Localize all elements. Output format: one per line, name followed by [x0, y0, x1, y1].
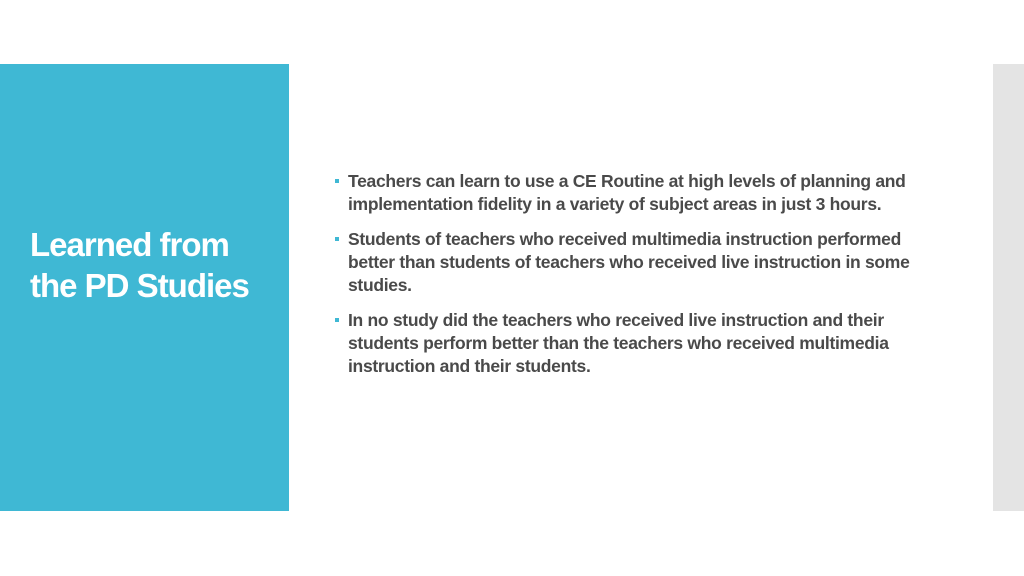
bullet-item [333, 170, 923, 216]
bullet-text: Teachers can learn to use a CE Routine at high levels of planning and implementation fidelity in a variety of subject areas in just 3 hours. [348, 171, 906, 214]
slide-title: Learned from the PD Studies [30, 226, 249, 304]
bullet-text: Students of teachers who received multimedia instruction performed better than students of teachers who received live instruction in some studies. [348, 229, 910, 295]
bullet-square-icon [335, 237, 339, 241]
bullet-square-icon [335, 179, 339, 183]
bullet-square-icon [335, 318, 339, 322]
right-side-strip [993, 64, 1024, 511]
bullet-item [333, 228, 923, 297]
bullet-text: In no study did the teachers who received live instruction and their students perform better than the teachers who received multimedia instruction and their students. [348, 310, 889, 376]
bullet-list [333, 170, 923, 390]
bullet-item [333, 309, 923, 378]
